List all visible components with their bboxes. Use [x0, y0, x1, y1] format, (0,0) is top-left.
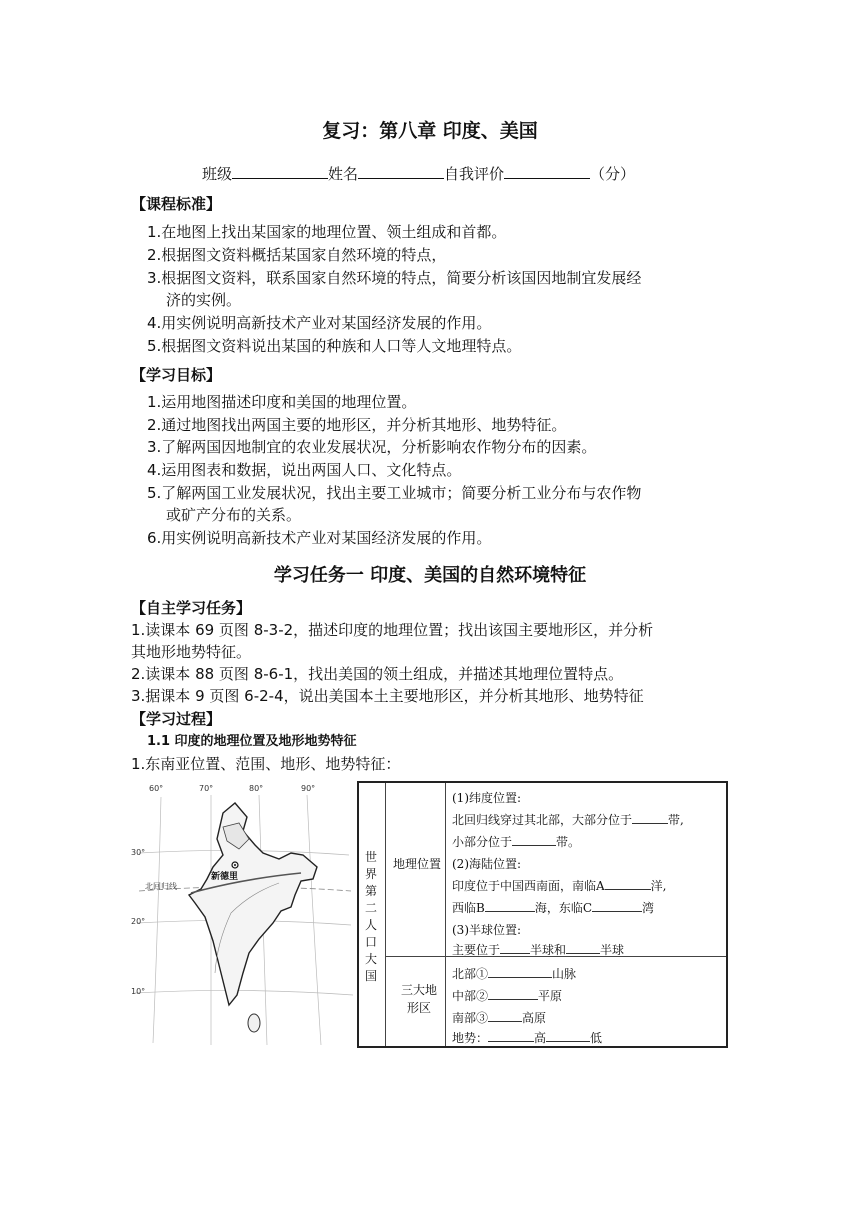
lat-label: 30° [131, 848, 146, 857]
india-location-table [357, 781, 728, 1048]
lon-label: 70° [199, 784, 214, 793]
class-label: 班级 [202, 165, 233, 183]
lat-label: 10° [131, 987, 146, 996]
self-study-item: 3.据课本 9 页图 6-2-4，说出美国本土主要地形区，并分析其地形、地势特征 [131, 687, 644, 705]
blank-field[interactable] [488, 1028, 534, 1042]
blank-field[interactable] [632, 810, 668, 824]
blank-field[interactable] [500, 940, 530, 954]
objective-item: 3.了解两国因地制宜的农业发展状况，分析影响农作物分布的因素。 [147, 438, 597, 456]
blank-field[interactable] [566, 940, 600, 954]
standard-item-cont: 济的实例。 [166, 291, 242, 309]
question-line: 1.东南亚位置、范围、地形、地势特征： [131, 755, 401, 773]
name-label: 姓名 [328, 165, 359, 183]
hemisphere-title: (3)半球位置: [452, 923, 522, 937]
student-info-line [202, 162, 635, 185]
latitude-line-b: 小部分位于 带。 [452, 831, 580, 853]
objective-item: 4.运用图表和数据，说出两国人口、文化特点。 [147, 461, 462, 479]
lon-label: 60° [149, 784, 164, 793]
latitude-line-a: 北回归线穿过其北部，大部分位于 带, [452, 809, 684, 831]
objective-item: 6.用实例说明高新技术产业对某国经济发展的作用。 [147, 529, 492, 547]
objective-item: 1.运用地图描述印度和美国的地理位置。 [147, 393, 417, 411]
row-label-terrain: 三大地形区 [400, 983, 437, 1015]
india-map [131, 783, 355, 1051]
self-study-item: 1.读课本 69 页图 8-3-2，描述印度的地理位置；找出该国主要地形区，并分析 [131, 621, 654, 639]
page-title: 复习：第八章 印度、美国 [322, 120, 538, 142]
row-label-location: 地理位置 [393, 857, 442, 871]
india-outline [189, 803, 317, 1005]
standard-item: 1.在地图上找出某国家的地理位置、领土组成和首都。 [147, 223, 507, 241]
latitude-title: (1)纬度位置: [452, 791, 522, 805]
self-study-item-cont: 其地形地势特征。 [131, 643, 252, 661]
terrain-north: 北部① 山脉 [452, 963, 576, 985]
hemisphere-line: 主要位于 半球和 半球 [452, 939, 624, 961]
eval-field[interactable] [504, 162, 590, 179]
standard-item: 3.根据图文资料，联系国家自然环境的特点，简要分析该国因地制宜发展经 [147, 269, 642, 287]
class-field[interactable] [232, 162, 328, 179]
table-side-label: 世界第二人口大国 [365, 850, 378, 983]
objective-item: 5.了解两国工业发展状况，找出主要工业城市；简要分析工业分布与农作物 [147, 484, 642, 502]
blank-field[interactable] [488, 986, 538, 1000]
objective-item-cont: 或矿产分布的关系。 [166, 506, 302, 524]
tropic-label: 北回归线 [145, 882, 177, 891]
eval-label: 自我评价 [444, 165, 505, 183]
sea-line-b: 西临B 海，东临C 湾 [452, 897, 654, 919]
sea-land-title: (2)海陆位置: [452, 857, 522, 871]
standard-item: 4.用实例说明高新技术产业对某国经济发展的作用。 [147, 314, 492, 332]
standard-item: 5.根据图文资料说出某国的种族和人口等人文地理特点。 [147, 337, 522, 355]
sea-line-a: 印度位于中国西南面，南临A 洋, [452, 875, 667, 897]
lat-label: 20° [131, 917, 146, 926]
objective-item: 2.通过地图找出两国主要的地形区，并分析其地形、地势特征。 [147, 416, 567, 434]
blank-field[interactable] [488, 1008, 522, 1022]
blank-field[interactable] [592, 898, 642, 912]
sub-heading: 1.1 印度的地理位置及地形地势特征 [147, 734, 357, 749]
blank-field[interactable] [512, 832, 556, 846]
standard-item: 2.根据图文资料概括某国家自然环境的特点， [147, 246, 447, 264]
blank-field[interactable] [485, 898, 535, 912]
standards-heading: 【课程标准】 [131, 195, 222, 213]
lon-label: 90° [301, 784, 316, 793]
task1-heading: 学习任务一 印度、美国的自然环境特征 [273, 565, 587, 586]
capital-label: 新德里 [211, 872, 239, 882]
terrain-south: 南部③ 高原 [452, 1007, 546, 1029]
terrain-slope: 地势： 高 低 [452, 1027, 602, 1049]
terrain-middle: 中部② 平原 [452, 985, 562, 1007]
name-field[interactable] [358, 162, 444, 179]
score-unit: （分） [590, 165, 636, 183]
objectives-heading: 【学习目标】 [131, 366, 222, 384]
process-heading: 【学习过程】 [131, 710, 222, 728]
lon-label: 80° [249, 784, 264, 793]
self-study-heading: 【自主学习任务】 [131, 599, 252, 617]
blank-field[interactable] [488, 964, 552, 978]
blank-field[interactable] [605, 876, 651, 890]
blank-field[interactable] [546, 1028, 590, 1042]
self-study-item: 2.读课本 88 页图 8-6-1，找出美国的领土组成，并描述其地理位置特点。 [131, 665, 624, 683]
